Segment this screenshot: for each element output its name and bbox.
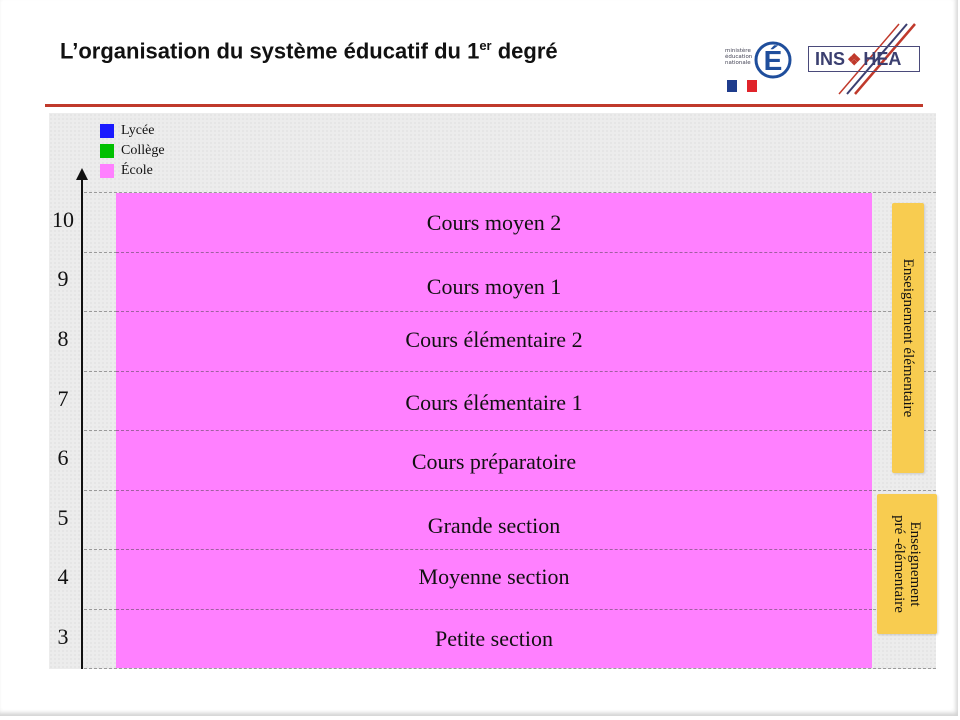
french-flag-icon bbox=[727, 80, 757, 92]
grade-label-ce1: Cours élémentaire 1 bbox=[405, 390, 583, 415]
title-divider bbox=[45, 104, 923, 107]
grade-label-gs: Grande section bbox=[427, 513, 561, 538]
grade-label-ps: Petite section bbox=[435, 626, 553, 651]
axis-tick-label: 4 bbox=[57, 564, 69, 589]
ins-hea-wordmark: INS ❖ HEA bbox=[815, 49, 902, 69]
legend-label: École bbox=[121, 163, 153, 178]
axis-tick-label: 6 bbox=[57, 445, 69, 470]
cycle-label: Enseignement élémentaire bbox=[900, 258, 916, 418]
grade-divider bbox=[116, 549, 872, 550]
legend-swatch bbox=[100, 164, 114, 178]
axis-tick-label: 10 bbox=[52, 207, 74, 232]
ministry-e-letter: É bbox=[763, 45, 783, 76]
grade-label-ce2: Cours élémentaire 2 bbox=[405, 327, 583, 352]
grade-divider bbox=[116, 490, 872, 491]
legend-item-ecole bbox=[100, 161, 165, 181]
legend bbox=[100, 121, 165, 181]
cycle-pre-elementaire bbox=[877, 494, 937, 634]
grade-label-cm1: Cours moyen 1 bbox=[426, 274, 562, 299]
grade-label-cm2: Cours moyen 2 bbox=[426, 210, 562, 235]
ministry-logo-text: ministère éducation nationale bbox=[725, 48, 753, 66]
ministry-logo bbox=[723, 20, 793, 100]
ins-hea-logo bbox=[805, 22, 920, 97]
legend-item-lycee bbox=[100, 121, 165, 141]
legend-item-college bbox=[100, 141, 165, 161]
legend-swatch bbox=[100, 144, 114, 158]
axis-tick-label: 5 bbox=[57, 505, 69, 530]
grade-divider bbox=[116, 609, 872, 610]
grade-divider bbox=[116, 371, 872, 372]
grade-divider bbox=[116, 252, 872, 253]
grade-label-cp: Cours préparatoire bbox=[411, 449, 577, 474]
cycle-label: Enseignement pré -élémentaire bbox=[891, 515, 923, 613]
grade-divider bbox=[116, 430, 872, 431]
axis-tick-label: 7 bbox=[57, 386, 69, 411]
legend-swatch bbox=[100, 124, 114, 138]
axis-tick-label: 9 bbox=[57, 266, 69, 291]
ministry-e-emblem bbox=[753, 32, 793, 82]
legend-label: Lycée bbox=[121, 123, 155, 138]
gridline bbox=[84, 668, 936, 669]
page-title: L’organisation du système éducatif du 1er degré bbox=[60, 38, 558, 64]
grade-divider bbox=[116, 311, 872, 312]
axis-tick-label: 8 bbox=[57, 326, 69, 351]
y-axis bbox=[81, 177, 83, 669]
legend-label: Collège bbox=[121, 143, 165, 158]
axis-tick-label: 3 bbox=[57, 624, 69, 649]
grade-label-ms: Moyenne section bbox=[418, 564, 570, 589]
cycle-elementaire bbox=[892, 203, 924, 473]
